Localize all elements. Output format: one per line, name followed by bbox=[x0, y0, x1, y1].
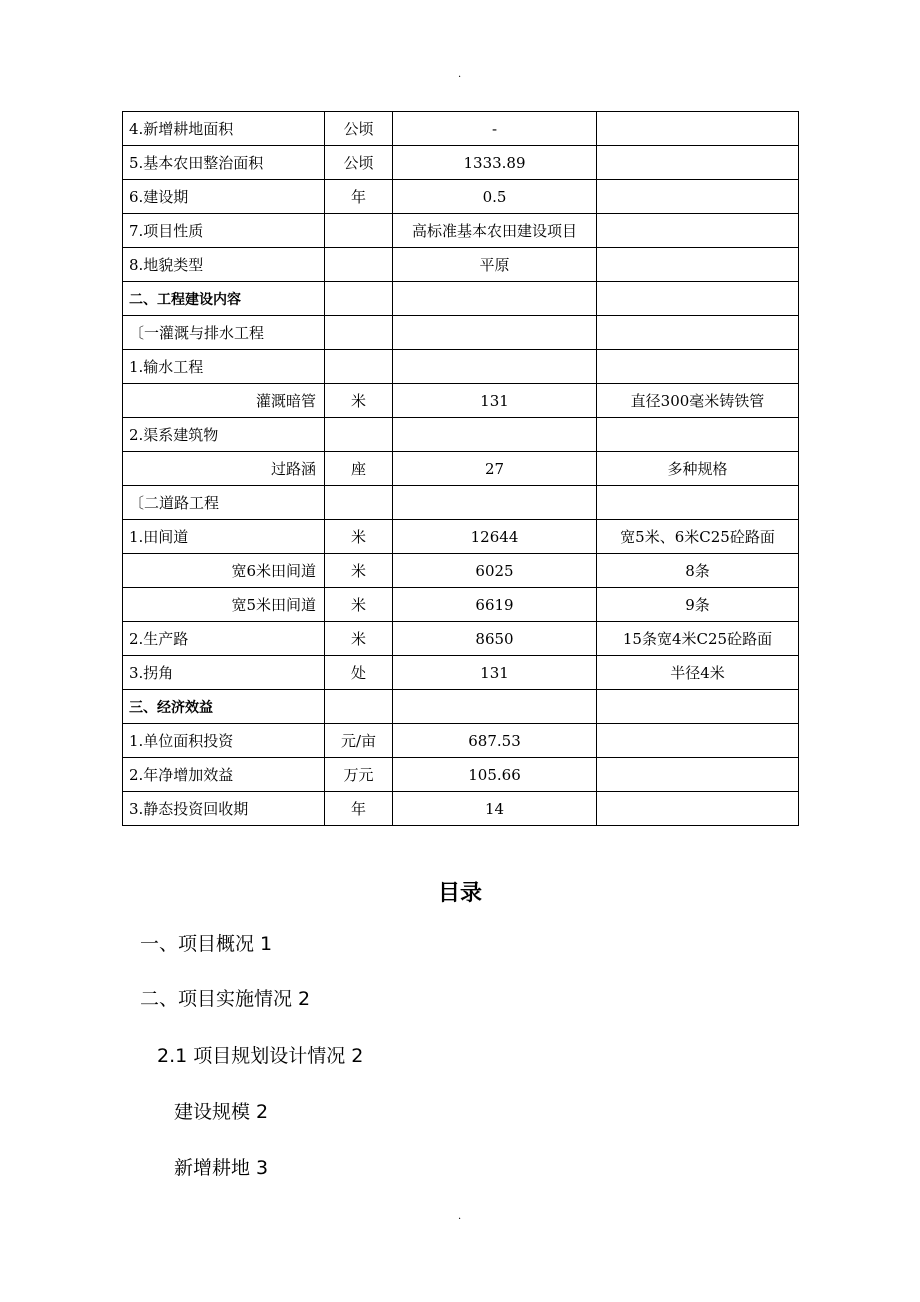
row-note-cell bbox=[597, 418, 799, 452]
row-name-cell: 7.项目性质 bbox=[123, 214, 325, 248]
row-name-cell: 二、工程建设内容 bbox=[123, 282, 325, 316]
table-row bbox=[123, 520, 799, 554]
row-value-cell: 6619 bbox=[393, 588, 597, 622]
toc-item-planning-design[interactable]: 2.1 项目规划设计情况 2 bbox=[157, 1045, 364, 1067]
row-unit-cell: 年 bbox=[325, 792, 393, 826]
row-note-cell bbox=[597, 146, 799, 180]
row-unit-cell: 座 bbox=[325, 452, 393, 486]
row-unit-cell: 米 bbox=[325, 622, 393, 656]
row-name-cell: 2.渠系建筑物 bbox=[123, 418, 325, 452]
spec-table-body bbox=[123, 112, 799, 826]
row-value-cell: 6025 bbox=[393, 554, 597, 588]
row-note-cell bbox=[597, 690, 799, 724]
row-note-cell bbox=[597, 248, 799, 282]
row-value-cell: 平原 bbox=[393, 248, 597, 282]
table-row bbox=[123, 282, 799, 316]
row-note-cell: 直径300毫米铸铁管 bbox=[597, 384, 799, 418]
row-name-cell: 1.输水工程 bbox=[123, 350, 325, 384]
table-row bbox=[123, 656, 799, 690]
row-name-cell: 1.田间道 bbox=[123, 520, 325, 554]
row-unit-cell: 米 bbox=[325, 384, 393, 418]
row-unit-cell: 米 bbox=[325, 554, 393, 588]
row-note-cell: 9条 bbox=[597, 588, 799, 622]
table-row bbox=[123, 418, 799, 452]
table-row bbox=[123, 384, 799, 418]
row-unit-cell: 米 bbox=[325, 588, 393, 622]
row-value-cell bbox=[393, 486, 597, 520]
row-unit-cell: 万元 bbox=[325, 758, 393, 792]
table-row bbox=[123, 452, 799, 486]
row-value-cell bbox=[393, 282, 597, 316]
toc-title: 目录 bbox=[437, 881, 482, 906]
toc-item-project-overview[interactable]: 一、项目概况 1 bbox=[140, 933, 273, 955]
row-note-cell bbox=[597, 350, 799, 384]
row-name-cell: 4.新增耕地面积 bbox=[123, 112, 325, 146]
row-value-cell: 8650 bbox=[393, 622, 597, 656]
table-row bbox=[123, 214, 799, 248]
table-row bbox=[123, 486, 799, 520]
row-unit-cell: 元/亩 bbox=[325, 724, 393, 758]
row-name-cell: 5.基本农田整治面积 bbox=[123, 146, 325, 180]
row-note-cell bbox=[597, 758, 799, 792]
row-note-cell bbox=[597, 180, 799, 214]
toc-item-new-farmland[interactable]: 新增耕地 3 bbox=[174, 1157, 269, 1179]
row-name-cell: 6.建设期 bbox=[123, 180, 325, 214]
row-value-cell: 0.5 bbox=[393, 180, 597, 214]
row-name-cell: 2.年净增加效益 bbox=[123, 758, 325, 792]
row-name-cell: 2.生产路 bbox=[123, 622, 325, 656]
row-note-cell bbox=[597, 316, 799, 350]
row-name-cell: 宽6米田间道 bbox=[123, 554, 325, 588]
table-row bbox=[123, 724, 799, 758]
row-value-cell bbox=[393, 690, 597, 724]
row-name-cell: 〔一灌溉与排水工程 bbox=[123, 316, 325, 350]
toc-item-implementation[interactable]: 二、项目实施情况 2 bbox=[140, 988, 311, 1010]
row-unit-cell bbox=[325, 486, 393, 520]
row-unit-cell: 公顷 bbox=[325, 112, 393, 146]
project-spec-table bbox=[122, 111, 799, 826]
table-row bbox=[123, 758, 799, 792]
toc-item-construction-scale[interactable]: 建设规模 2 bbox=[174, 1101, 269, 1123]
row-note-cell bbox=[597, 792, 799, 826]
row-name-cell: 三、经济效益 bbox=[123, 690, 325, 724]
row-value-cell: 105.66 bbox=[393, 758, 597, 792]
row-value-cell bbox=[393, 418, 597, 452]
row-unit-cell bbox=[325, 418, 393, 452]
row-unit-cell bbox=[325, 690, 393, 724]
row-note-cell: 8条 bbox=[597, 554, 799, 588]
row-unit-cell: 处 bbox=[325, 656, 393, 690]
row-note-cell: 宽5米、6米C25砼路面 bbox=[597, 520, 799, 554]
row-name-cell: 过路涵 bbox=[123, 452, 325, 486]
table-row bbox=[123, 554, 799, 588]
table-row bbox=[123, 690, 799, 724]
row-value-cell: 131 bbox=[393, 384, 597, 418]
row-unit-cell bbox=[325, 248, 393, 282]
row-value-cell: 14 bbox=[393, 792, 597, 826]
row-value-cell: 1333.89 bbox=[393, 146, 597, 180]
table-row bbox=[123, 588, 799, 622]
table-row bbox=[123, 146, 799, 180]
row-value-cell bbox=[393, 316, 597, 350]
table-row bbox=[123, 248, 799, 282]
row-value-cell: 12644 bbox=[393, 520, 597, 554]
row-value-cell bbox=[393, 350, 597, 384]
row-note-cell: 多种规格 bbox=[597, 452, 799, 486]
row-value-cell: 687.53 bbox=[393, 724, 597, 758]
row-unit-cell: 米 bbox=[325, 520, 393, 554]
row-unit-cell: 公顷 bbox=[325, 146, 393, 180]
row-note-cell: 半径4米 bbox=[597, 656, 799, 690]
row-note-cell bbox=[597, 486, 799, 520]
row-name-cell: 1.单位面积投资 bbox=[123, 724, 325, 758]
row-unit-cell bbox=[325, 214, 393, 248]
table-row bbox=[123, 316, 799, 350]
table-row bbox=[123, 622, 799, 656]
row-name-cell: 宽5米田间道 bbox=[123, 588, 325, 622]
row-note-cell bbox=[597, 282, 799, 316]
row-note-cell: 15条宽4米C25砼路面 bbox=[597, 622, 799, 656]
row-note-cell bbox=[597, 214, 799, 248]
table-row bbox=[123, 112, 799, 146]
row-name-cell: 8.地貌类型 bbox=[123, 248, 325, 282]
row-note-cell bbox=[597, 724, 799, 758]
row-note-cell bbox=[597, 112, 799, 146]
footer-dot: . bbox=[458, 1211, 462, 1222]
row-name-cell: 3.拐角 bbox=[123, 656, 325, 690]
table-row bbox=[123, 350, 799, 384]
row-value-cell: 高标准基本农田建设项目 bbox=[393, 214, 597, 248]
row-unit-cell bbox=[325, 350, 393, 384]
table-row bbox=[123, 180, 799, 214]
row-unit-cell bbox=[325, 282, 393, 316]
row-unit-cell bbox=[325, 316, 393, 350]
row-value-cell: - bbox=[393, 112, 597, 146]
header-dot: . bbox=[458, 69, 462, 80]
row-name-cell: 灌溉暗管 bbox=[123, 384, 325, 418]
row-unit-cell: 年 bbox=[325, 180, 393, 214]
row-value-cell: 27 bbox=[393, 452, 597, 486]
row-name-cell: 〔二道路工程 bbox=[123, 486, 325, 520]
row-value-cell: 131 bbox=[393, 656, 597, 690]
table-row bbox=[123, 792, 799, 826]
row-name-cell: 3.静态投资回收期 bbox=[123, 792, 325, 826]
